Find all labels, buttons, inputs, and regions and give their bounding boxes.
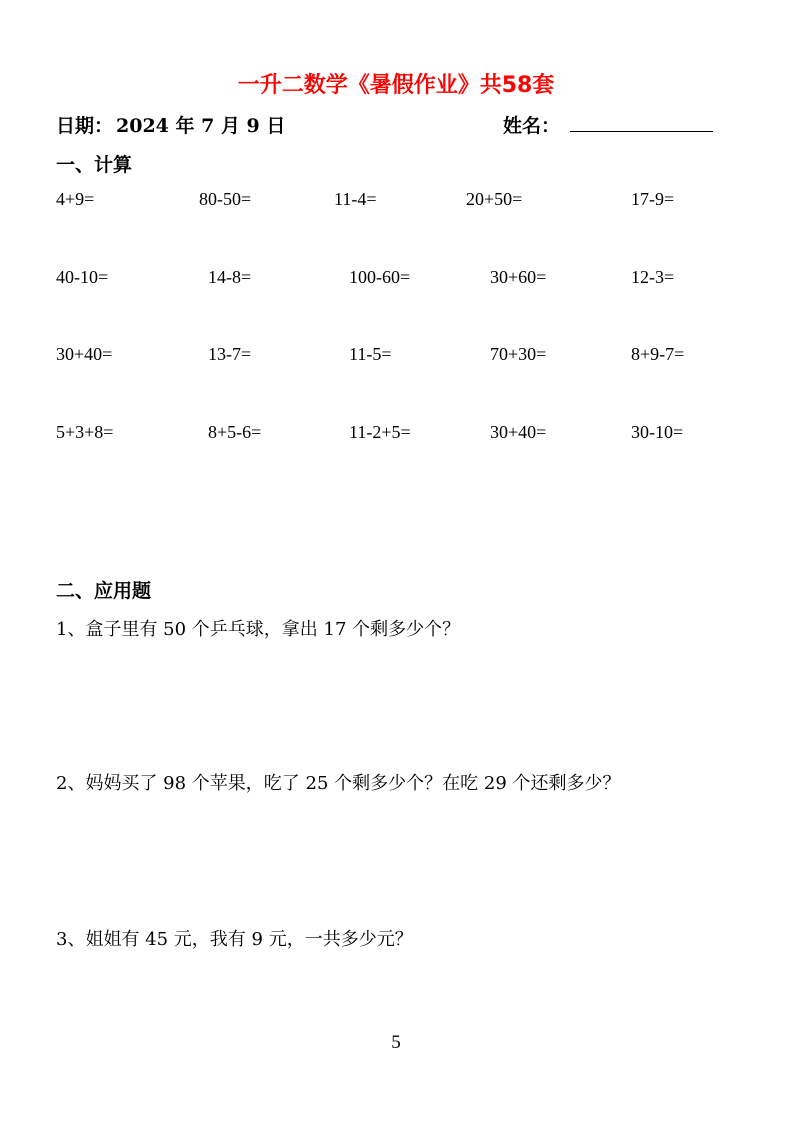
- calc-problem: 30+40=: [490, 422, 547, 442]
- word-problem-1: 1、盒子里有 50 个乒乓球，拿出 17 个剩多少个？: [56, 619, 461, 640]
- page-number: 5: [391, 1032, 401, 1053]
- date-label: 日期：: [56, 115, 114, 137]
- calc-problem: 70+30=: [490, 344, 547, 364]
- name-blank-line[interactable]: [570, 131, 713, 132]
- calc-problem: 20+50=: [466, 189, 523, 209]
- name-label: 姓名：: [503, 115, 561, 137]
- calc-problem: 4+9=: [56, 189, 95, 209]
- calc-problem: 11-5=: [349, 344, 392, 364]
- calc-problem: 14-8=: [208, 267, 252, 287]
- calc-problem: 100-60=: [349, 267, 411, 287]
- section-heading-word-problems: 二、应用题: [56, 580, 152, 602]
- calc-problem: 11-4=: [334, 189, 377, 209]
- calc-problem: 8+9-7=: [631, 344, 685, 364]
- calc-problem: 30-10=: [631, 422, 684, 442]
- word-problem-3: 3、姐姐有 45 元，我有 9 元，一共多少元？: [56, 929, 413, 950]
- calc-problem: 30+40=: [56, 344, 113, 364]
- calc-problem: 5+3+8=: [56, 422, 114, 442]
- calc-problem: 40-10=: [56, 267, 109, 287]
- calc-problem: 12-3=: [631, 267, 675, 287]
- section-heading-calculation: 一、计算: [56, 154, 133, 176]
- word-problem-2: 2、妈妈买了 98 个苹果，吃了 25 个剩多少个？在吃 29 个还剩多少？: [56, 773, 621, 794]
- calc-problem: 80-50=: [199, 189, 252, 209]
- calc-problem: 13-7=: [208, 344, 252, 364]
- date-value: 2024 年 7 月 9 日: [116, 115, 286, 137]
- calc-problem: 17-9=: [631, 189, 675, 209]
- calc-problem: 11-2+5=: [349, 422, 411, 442]
- calc-problem: 8+5-6=: [208, 422, 262, 442]
- calc-problem: 30+60=: [490, 267, 547, 287]
- page-title: 一升二数学《暑假作业》共58套: [237, 73, 555, 98]
